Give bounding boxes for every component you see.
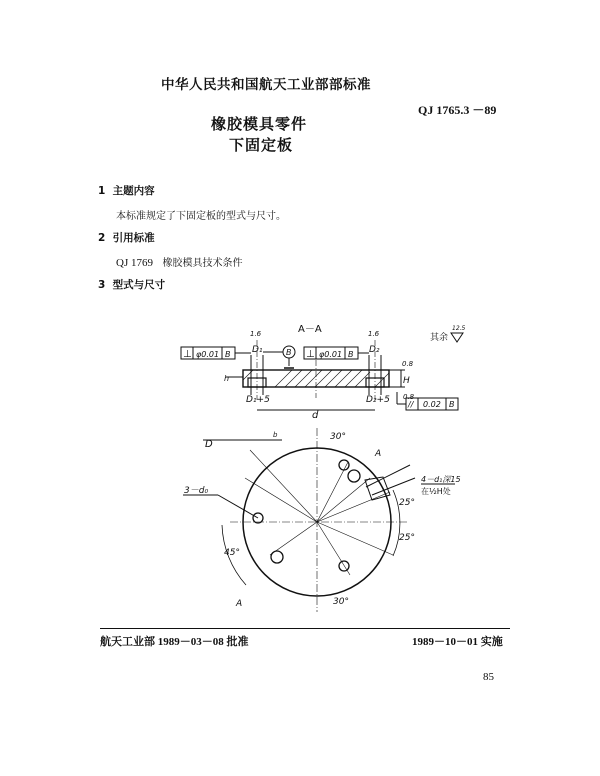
svg-text:1.6: 1.6: [368, 330, 380, 338]
svg-text:1.6: 1.6: [250, 330, 262, 338]
svg-text:3－d₀: 3－d₀: [184, 486, 209, 496]
hole: [339, 460, 349, 470]
svg-text:⊥: ⊥: [306, 349, 315, 360]
svg-text:B: B: [449, 400, 455, 409]
section-label: A－A: [298, 324, 322, 335]
roughness-symbol: [451, 333, 463, 342]
svg-text:B: B: [225, 350, 231, 359]
svg-text:H: H: [403, 376, 410, 386]
svg-text:D₁: D₁: [252, 345, 263, 355]
svg-text://: //: [408, 400, 414, 409]
svg-text:h: h: [224, 374, 230, 383]
svg-text:d: d: [312, 410, 319, 421]
bolt-circle-lines: [245, 450, 393, 575]
svg-text:30°: 30°: [333, 597, 349, 607]
effective-date: 1989－10－01 实施: [412, 636, 503, 648]
svg-text:45°: 45°: [224, 548, 240, 558]
hole: [271, 551, 283, 563]
svg-text:D₂: D₂: [369, 345, 380, 355]
svg-text:φ0.01: φ0.01: [196, 350, 220, 359]
section-title: 主题内容: [112, 185, 155, 197]
section-number: 1: [98, 185, 106, 197]
section-title: 引用标准: [112, 232, 155, 244]
svg-text:A: A: [236, 599, 243, 609]
plan-view: [183, 428, 461, 612]
hole: [348, 470, 360, 482]
svg-text:12.5: 12.5: [452, 325, 466, 332]
issuing-organization: 中华人民共和国航天工业部部标准: [161, 77, 371, 93]
page-number: 85: [483, 671, 494, 683]
svg-text:b: b: [273, 431, 278, 439]
svg-text:B: B: [286, 348, 292, 357]
svg-text:⊥: ⊥: [183, 349, 192, 360]
svg-text:25°: 25°: [399, 533, 415, 543]
approval-date: 航天工业部 1989－03－08 批准: [100, 636, 249, 648]
section-number: 2: [98, 232, 106, 244]
svg-text:30°: 30°: [330, 432, 346, 442]
hole: [339, 561, 349, 571]
svg-text:4－d₁深15: 4－d₁深15: [421, 475, 461, 484]
footer-rule: [100, 628, 510, 629]
svg-text:D₂+5: D₂+5: [366, 395, 390, 405]
document-subtitle: 下固定板: [229, 136, 294, 154]
section-title: 型式与尺寸: [112, 279, 166, 291]
svg-text:D: D: [205, 439, 213, 450]
section-view: [181, 324, 466, 421]
svg-text:D₁+5: D₁+5: [246, 395, 270, 405]
document-title: 橡胶模具零件: [211, 115, 308, 133]
svg-text:25°: 25°: [399, 498, 415, 508]
svg-text:在½H处: 在½H处: [421, 487, 451, 496]
section-1-body: 本标准规定了下固定板的型式与尺寸。: [116, 211, 286, 222]
svg-text:B: B: [348, 350, 354, 359]
svg-text:0.8: 0.8: [402, 360, 414, 368]
svg-text:0.02: 0.02: [423, 400, 441, 409]
svg-text:A: A: [375, 449, 382, 459]
svg-text:其余: 其余: [430, 333, 449, 343]
section-number: 3: [98, 279, 106, 291]
svg-text:0.8: 0.8: [403, 393, 415, 401]
reference-code: QJ 1769: [116, 257, 153, 269]
svg-text:φ0.01: φ0.01: [319, 350, 343, 359]
standard-code: QJ 1765.3 －89: [418, 103, 497, 117]
reference-title: 橡胶模具技术条件: [162, 258, 243, 269]
